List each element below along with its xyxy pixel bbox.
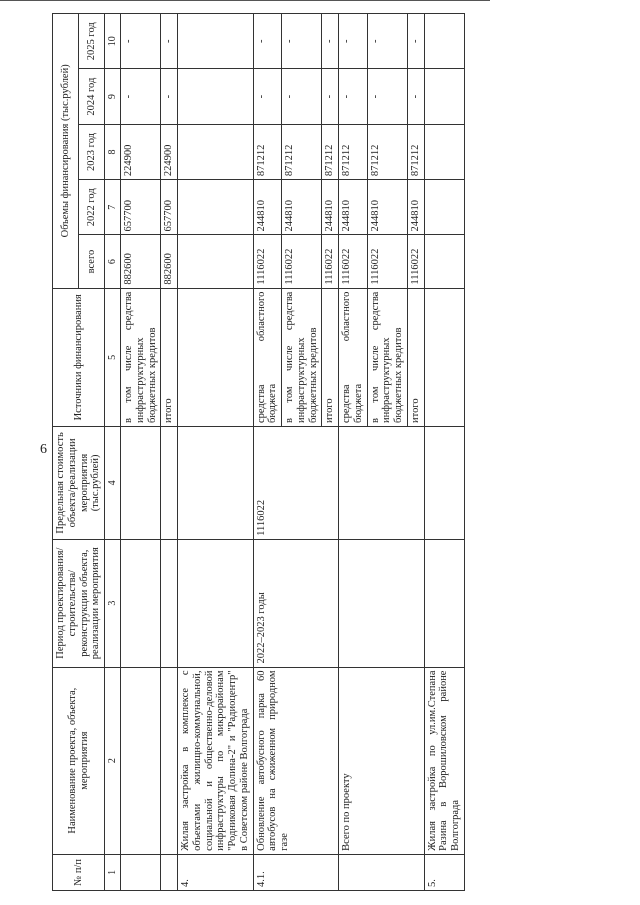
table-row-item-4-1 (253, 14, 282, 891)
header-no: № п/п (53, 854, 105, 890)
value-2023: 871212 (322, 124, 339, 179)
value-2025: - (322, 14, 339, 69)
financing-table (52, 13, 465, 891)
header-volumes: Объемы финансирования (тыс.рублей) (53, 14, 79, 289)
colnum: 5 (105, 288, 121, 426)
item-name: Жилая застройка в комплексе с объектами жилищно-коммунальной, социальной и общественно-деловой инфраструктуры по микрорайонам "Родниковая Долина-2" и "Радиоцентр" в Советском районе Волгограда (178, 667, 254, 854)
value-2023: 224900 (121, 124, 161, 179)
table-row-item-4 (178, 14, 254, 891)
page-number: 6 (40, 442, 47, 457)
header-sources: Источники финансирования (53, 288, 105, 426)
value-2025: - (282, 14, 322, 69)
value-2024: - (407, 69, 424, 124)
header-row (53, 14, 79, 891)
source-cell: средства областного бюджета (339, 288, 368, 426)
source-cell: в том числе средства инфраструктурных бюджетных кредитов (367, 288, 407, 426)
item-name: Жилая застройка по ул.им.Степана Разина в Ворошиловском районе Волгограда (424, 667, 464, 854)
header-2022: 2022 год (79, 180, 105, 235)
header-2024: 2024 год (79, 69, 105, 124)
item-number: 5. (424, 854, 464, 890)
colnum: 2 (105, 667, 121, 854)
value-2025: - (161, 14, 178, 69)
value-2023: 871212 (253, 124, 282, 179)
value-2022: 244810 (253, 180, 282, 235)
colnum: 9 (105, 69, 121, 124)
value-total: 1116022 (407, 235, 424, 288)
item-cost: 1116022 (253, 427, 339, 540)
value-2025: - (367, 14, 407, 69)
value-2022: 657700 (161, 180, 178, 235)
item-period: 2022–2023 годы (253, 539, 339, 667)
colnum: 10 (105, 14, 121, 69)
header-name: Наименование проекта, объекта, мероприятия (53, 667, 105, 854)
project-total-label: Всего по проекту (339, 667, 425, 854)
value-2022: 244810 (407, 180, 424, 235)
table-row (121, 14, 161, 891)
header-period: Период проектирования/ строительства/ реконструкции объекта, реализации мероприятия (53, 539, 105, 667)
value-2024: - (121, 69, 161, 124)
value-2023: 224900 (161, 124, 178, 179)
source-cell: в том числе средства инфраструктурных бюджетных кредитов (121, 288, 161, 426)
value-2022: 244810 (367, 180, 407, 235)
header-2023: 2023 год (79, 124, 105, 179)
value-2023: 871212 (282, 124, 322, 179)
value-2023: 871212 (367, 124, 407, 179)
value-total: 882600 (161, 235, 178, 288)
value-2024: - (339, 69, 368, 124)
source-cell: средства областного бюджета (253, 288, 282, 426)
colnum: 8 (105, 124, 121, 179)
table-row-project-total (339, 14, 368, 891)
header-2025: 2025 год (79, 14, 105, 69)
value-2024: - (253, 69, 282, 124)
value-total: 1116022 (282, 235, 322, 288)
value-2024: - (322, 69, 339, 124)
value-total: 1116022 (322, 235, 339, 288)
value-total: 882600 (121, 235, 161, 288)
value-total: 1116022 (339, 235, 368, 288)
value-2025: - (121, 14, 161, 69)
source-cell: в том числе средства инфраструктурных бюджетных кредитов (282, 288, 322, 426)
colnum: 6 (105, 235, 121, 288)
header-total: всего (79, 235, 105, 288)
value-2022: 244810 (339, 180, 368, 235)
source-cell: итого (161, 288, 178, 426)
source-cell: итого (407, 288, 424, 426)
source-cell: итого (322, 288, 339, 426)
item-number: 4.1. (253, 854, 339, 890)
value-2022: 657700 (121, 180, 161, 235)
value-2024: - (282, 69, 322, 124)
item-number: 4. (178, 854, 254, 890)
value-total: 1116022 (253, 235, 282, 288)
header-cost: Предельная стоимость объекта/реализации мероприятия (тыс.рублей) (53, 427, 105, 540)
value-2025: - (253, 14, 282, 69)
value-2024: - (367, 69, 407, 124)
column-number-row (105, 14, 121, 891)
value-2022: 244810 (282, 180, 322, 235)
value-2023: 871212 (339, 124, 368, 179)
value-2025: - (407, 14, 424, 69)
value-2025: - (339, 14, 368, 69)
table-row (161, 14, 178, 891)
colnum: 4 (105, 427, 121, 540)
colnum: 1 (105, 854, 121, 890)
item-name: Обновление автобусного парка 60 автобусов на сжиженном природном газе (253, 667, 339, 854)
colnum: 7 (105, 180, 121, 235)
value-2022: 244810 (322, 180, 339, 235)
colnum: 3 (105, 539, 121, 667)
value-2023: 871212 (407, 124, 424, 179)
value-total: 1116022 (367, 235, 407, 288)
table-row-item-5 (424, 14, 464, 891)
value-2024: - (161, 69, 178, 124)
